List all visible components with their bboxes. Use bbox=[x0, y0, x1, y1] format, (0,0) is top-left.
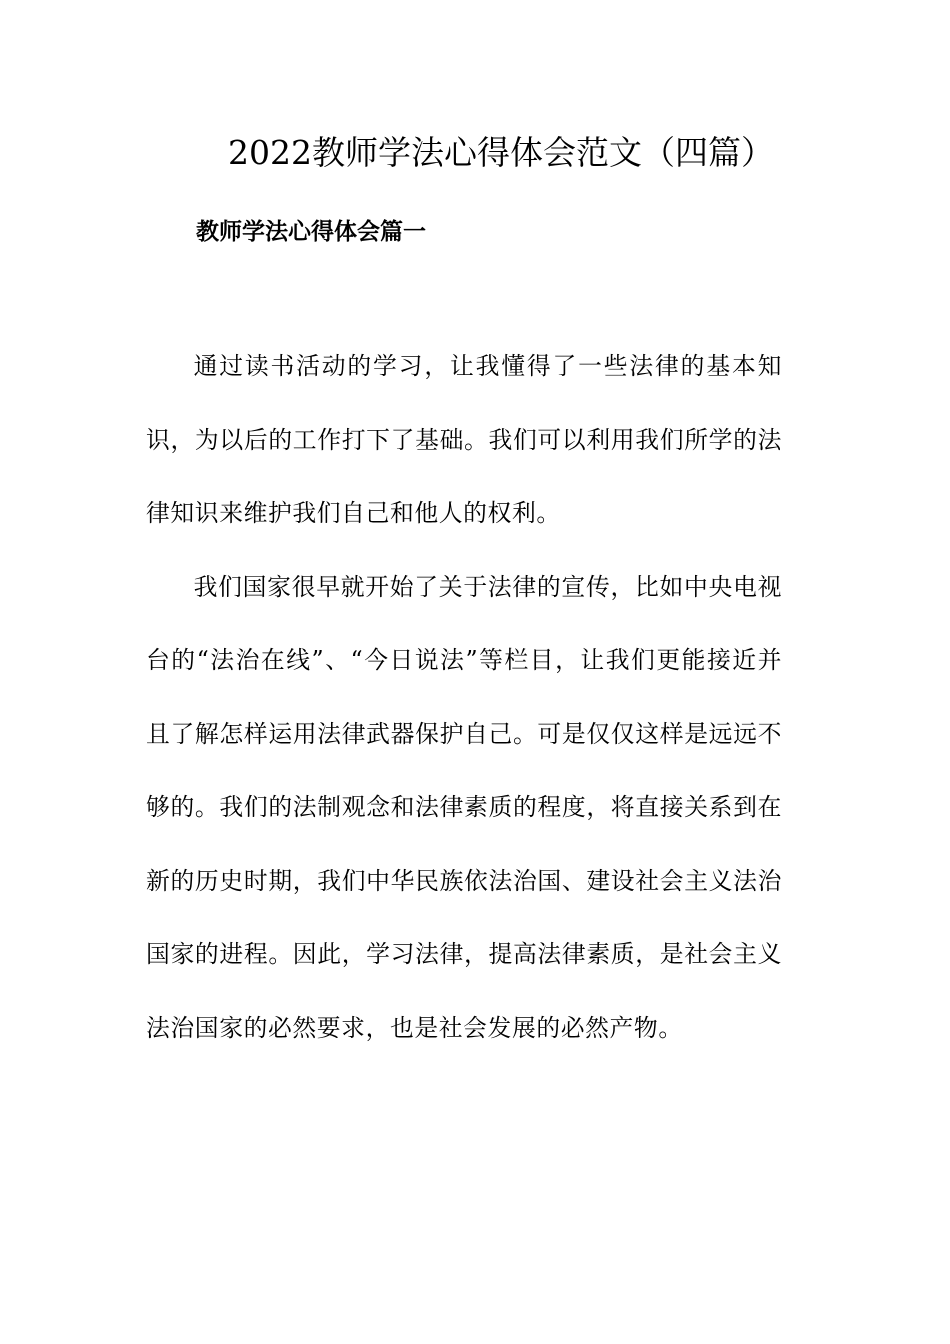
body-paragraph: 通过读书活动的学习，让我懂得了一些法律的基本知识，为以后的工作打下了基础。我们可以利用我们所学的法律知识来维护我们自己和他人的权利。 bbox=[146, 352, 782, 527]
document-title: 2022教师学法心得体会范文（四篇） bbox=[228, 133, 774, 172]
body-paragraph: 我们国家很早就开始了关于法律的宣传，比如中央电视台的“法治在线”、“今日说法”等栏目，让我们更能接近并且了解怎样运用法律武器保护自己。可是仅仅这样是远远不够的。我们的法制观念和法律素质的程度，将直接关系到在新的历史时期，我们中华民族依法治国、建设社会主义法治国家的进程。因此，学习法律，提高法律素质，是社会主义法治国家的必然要求，也是社会发展的必然产物。 bbox=[146, 572, 782, 1042]
section-heading: 教师学法心得体会篇一 bbox=[196, 218, 426, 245]
document-body bbox=[146, 330, 782, 1065]
